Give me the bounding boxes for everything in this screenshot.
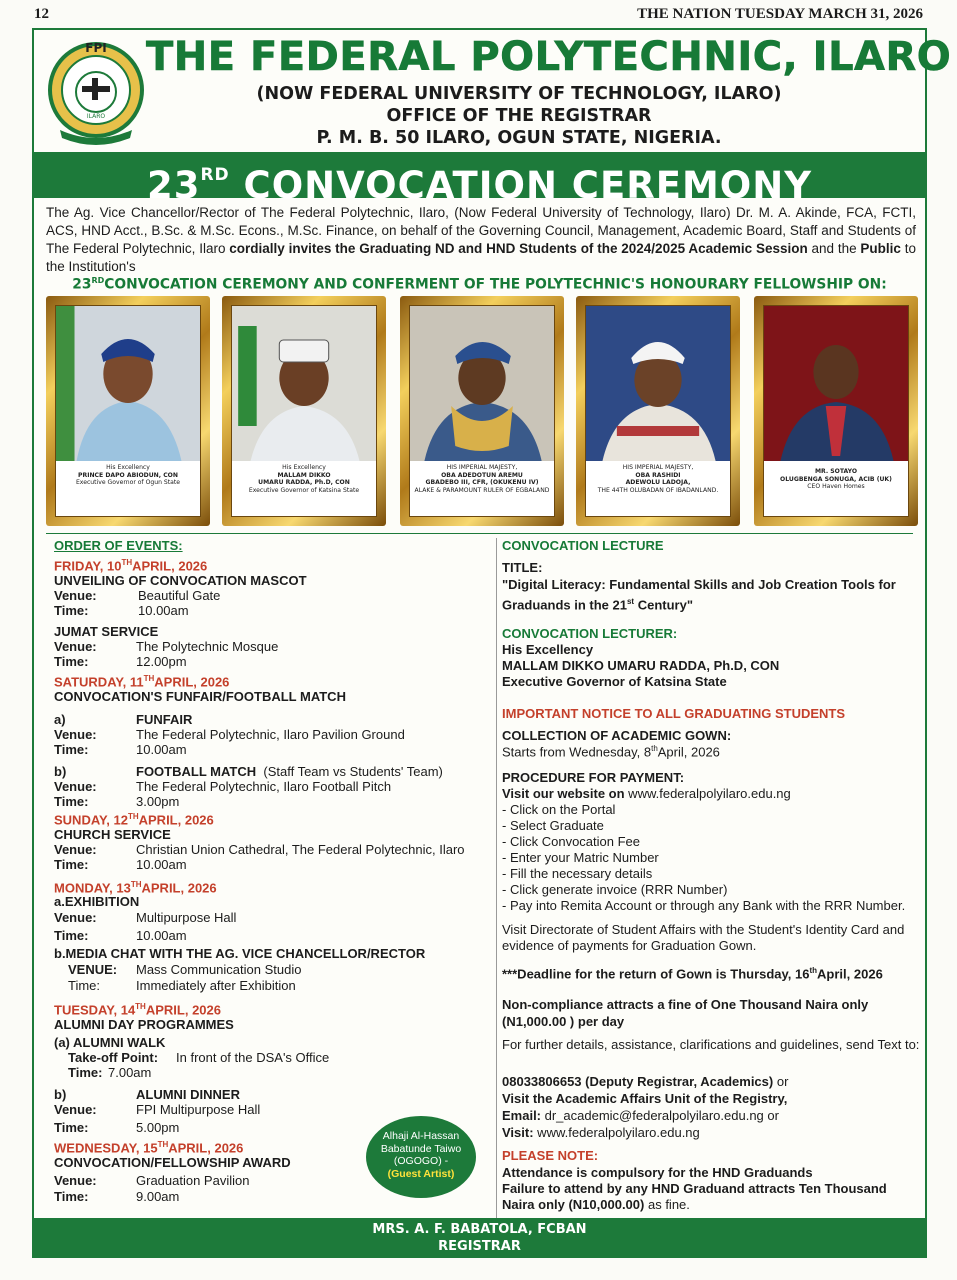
day-heading: WEDNESDAY, 15THAPRIL, 2026: [54, 1140, 244, 1156]
procedure-heading: PROCEDURE FOR PAYMENT:: [502, 770, 685, 785]
event-sub: (a) ALUMNI WALK: [54, 1035, 166, 1050]
invitation-paragraph: The Ag. Vice Chancellor/Rector of The Federal Polytechnic, Ilaro, (Now Federal University of Technology, Ilaro) Dr. M. A. Akinde, FCA, FCTI, ACS, HND Acct., B.Sc. & M.Sc. Econs., M.Sc. Finance, on behalf of the Governing Council, Management, Academic Board, Staff and Students of The Federal Polytechnic, Ilaro cordially invites the Graduating ND and HND Students of the 2024/2025 Academic Session and the Public to the Institution's: [46, 205, 916, 274]
event-title: a.EXHIBITION: [54, 894, 140, 909]
portrait-photo: [56, 306, 200, 461]
notice-heading: IMPORTANT NOTICE TO ALL GRADUATING STUDENTS: [502, 706, 846, 721]
lecturer-line: His Excellency: [502, 642, 594, 657]
honouree-portrait: [400, 296, 564, 526]
portrait-caption: MR. SOTAYO OLUGBENGA SONUGA, ACIB (UK) CEO Haven Homes: [780, 468, 892, 491]
portrait-caption: HIS IMPERIAL MAJESTY, OBA ADEDOTUN AREMU GBADEBO III, CFR, (OKUKENU IV) ALAKE & PARAMOUNT RULER OF EGBALAND: [414, 464, 550, 494]
please-note: PLEASE NOTE:: [502, 1148, 599, 1163]
convocation-banner: 23RD CONVOCATION CEREMONY: [34, 152, 925, 198]
academic-unit: Visit the Academic Affairs Unit of the Registry,: [502, 1091, 788, 1106]
directorate-note: Visit Directorate of Student Affairs with the Student's Identity Card and evidence of payments for Graduation Gown.: [502, 922, 905, 953]
contact-email: Email: dr_academic@federalpolyilaro.edu.ng or: [502, 1108, 779, 1123]
event-title: CONVOCATION/FELLOWSHIP AWARD: [54, 1155, 291, 1170]
event-title: b.MEDIA CHAT WITH THE AG. VICE CHANCELLOR/RECTOR: [54, 946, 426, 961]
svg-text:ILARO: ILARO: [86, 113, 106, 120]
lecture-title-label: TITLE:: [502, 560, 543, 575]
portrait-photo: [586, 306, 730, 461]
day-heading: SATURDAY, 11THAPRIL, 2026: [54, 674, 230, 690]
institution-title: THE FEDERAL POLYTECHNIC, ILARO: [146, 34, 952, 80]
section-divider: [46, 533, 913, 534]
event-title: JUMAT SERVICE: [54, 624, 159, 639]
event-title: CONVOCATION'S FUNFAIR/FOOTBALL MATCH: [54, 689, 346, 704]
newspaper-dateline: THE NATION TUESDAY MARCH 31, 2026: [637, 6, 923, 22]
late-fine: Non-compliance attracts a fine of One Thousand Naira only (N1,000.00 ) per day: [502, 997, 869, 1029]
address-line: P. M. B. 50 ILARO, OGUN STATE, NIGERIA.: [316, 128, 722, 148]
day-heading: FRIDAY, 10THAPRIL, 2026: [54, 558, 208, 574]
day-heading: MONDAY, 13THAPRIL, 2026: [54, 880, 217, 896]
portrait-photo: [232, 306, 376, 461]
lecturer-line: MALLAM DIKKO UMARU RADDA, Ph.D, CON: [502, 658, 780, 673]
newspaper-masthead: [34, 6, 923, 26]
honouree-portraits: [46, 296, 918, 526]
lecturer-line: Executive Governor of Katsina State: [502, 674, 727, 689]
portrait-caption: HIS IMPERIAL MAJESTY, OBA RASHIDI ADEWOLU LADOJA, THE 44TH OLUBADAN OF IBADANLAND.: [597, 464, 719, 494]
gown-deadline: ***Deadline for the return of Gown is Thursday, 16thApril, 2026: [502, 966, 883, 982]
column-divider: [496, 538, 497, 1218]
further-details: For further details, assistance, clarifications and guidelines, send Text to:: [502, 1037, 920, 1052]
lecturer-heading: CONVOCATION LECTURER:: [502, 626, 678, 641]
contact-phone: 08033806653 (Deputy Registrar, Academics) or: [502, 1074, 789, 1089]
day-heading: TUESDAY, 14THAPRIL, 2026: [54, 1002, 221, 1018]
day-heading: SUNDAY, 12THAPRIL, 2026: [54, 812, 214, 828]
guest-artist-badge: Alhaji Al-Hassan Babatunde Taiwo (OGOGO) - (Guest Artist): [366, 1116, 476, 1198]
polytechnic-logo: [42, 34, 150, 146]
honouree-portrait: [754, 296, 918, 526]
portrait-photo: [410, 306, 554, 461]
lecture-heading: CONVOCATION LECTURE: [502, 538, 664, 553]
portrait-caption: His Excellency PRINCE DAPO ABIODUN, CON Executive Governor of Ogun State: [75, 464, 181, 487]
event-title: CHURCH SERVICE: [54, 827, 171, 842]
institution-subtitle: (NOW FEDERAL UNIVERSITY OF TECHNOLOGY, ILARO): [256, 84, 782, 104]
payment-steps: - Click on the Portal - Select Graduate - Click Convocation Fee - Enter your Matric Number - Fill the necessary details - Click generate invoice (RRR Number) - Pay into Remita Account or through any Bank with the RRR Number.: [502, 802, 906, 913]
svg-text:FPI: FPI: [85, 41, 107, 55]
events-heading: ORDER OF EVENTS:: [54, 538, 183, 553]
attendance-fine: Failure to attend by any HND Graduand attracts Ten Thousand Naira only (N10,000.00) as fine.: [502, 1181, 887, 1212]
gown-heading: COLLECTION OF ACADEMIC GOWN:: [502, 728, 732, 743]
contact-website: Visit: www.federalpolyilaro.edu.ng: [502, 1125, 700, 1140]
attendance-line: Attendance is compulsory for the HND Graduands: [502, 1165, 813, 1180]
honouree-portrait: [222, 296, 386, 526]
honouree-portrait: [46, 296, 210, 526]
lecture-and-notice: [502, 536, 920, 1212]
lecture-title: "Digital Literacy: Fundamental Skills and Job Creation Tools for Graduands in the 21st Century": [502, 577, 896, 613]
registrar-signature: MRS. A. F. BABATOLA, FCBAN REGISTRAR: [34, 1218, 925, 1256]
fellowship-heading: 23RDCONVOCATION CEREMONY AND CONFERMENT OF THE POLYTECHNIC'S HONOURARY FELLOWSHIP ON:: [72, 276, 887, 293]
portrait-photo: [764, 306, 908, 461]
portrait-caption: His Excellency MALLAM DIKKO UMARU RADDA, Ph.D, CON Executive Governor of Katsina State: [248, 464, 360, 494]
event-title: ALUMNI DAY PROGRAMMES: [54, 1017, 234, 1032]
office-line: OFFICE OF THE REGISTRAR: [386, 106, 652, 126]
website-line: Visit our website on www.federalpolyilaro.edu.ng: [502, 786, 791, 801]
order-of-events: ORDER OF EVENTS: FRIDAY, 10THAPRIL, 2026 UNVEILING OF CONVOCATION MASCOT Venue: Beautiful Gate Time: 10.00am JUMAT SERVICE Venue: The Polytechnic Mosque Time: 12.00pm SATURDAY, 11THAPRIL, 2026 CONVOCATION'S FUNFAIR/FOOTBALL MATCH a) FUNFAIR Venue: The Federal Polytechnic, Ilaro Pavilion Ground Time: 10.00am b) FOOTBALL MATCH (Staff Team vs Students' Team) Venue: The Federal Polytechnic, Ilaro Football Pitch Time: 3.00pm SUNDAY, 12THAPRIL, 2026 CHURCH SERVICE Venue: Christian Union Cathedral, The Federal Polytechnic, Ilaro Time: 10.00am MONDAY, 13THAPRIL, 2026 a.EXHIBITION Venue: Multipurpose Hall Time: 10.00am b.MEDIA CHAT WITH THE AG. VICE CHANCELLOR/RECTOR VENUE: Mass Communication Studio Time: Immediately after Exhibition TUESDAY, 14THAPRIL, 2026 ALUMNI DAY PROGRAMMES (a) ALUMNI WALK Take-off Point: In front of the DSA's Office Time: 7.00am b) ALUMNI DINNER Venue: FPI Multipurpose Hall Time: 5.00pm WEDNESDAY, 15THAPRIL, 2026 CONVOCATION/FELLOWSHIP AWARD Venue: Graduation Pavilion Time: 9.00am Alhaji Al-Hassan Babatunde Taiwo (OGOGO) - (Guest Artist): [54, 536, 494, 1216]
page-number: 12: [34, 6, 49, 22]
advert-frame: [32, 28, 952, 1258]
event-title: UNVEILING OF CONVOCATION MASCOT: [54, 573, 307, 588]
gown-date: Starts from Wednesday, 8thApril, 2026: [502, 744, 720, 760]
honouree-portrait: [576, 296, 740, 526]
